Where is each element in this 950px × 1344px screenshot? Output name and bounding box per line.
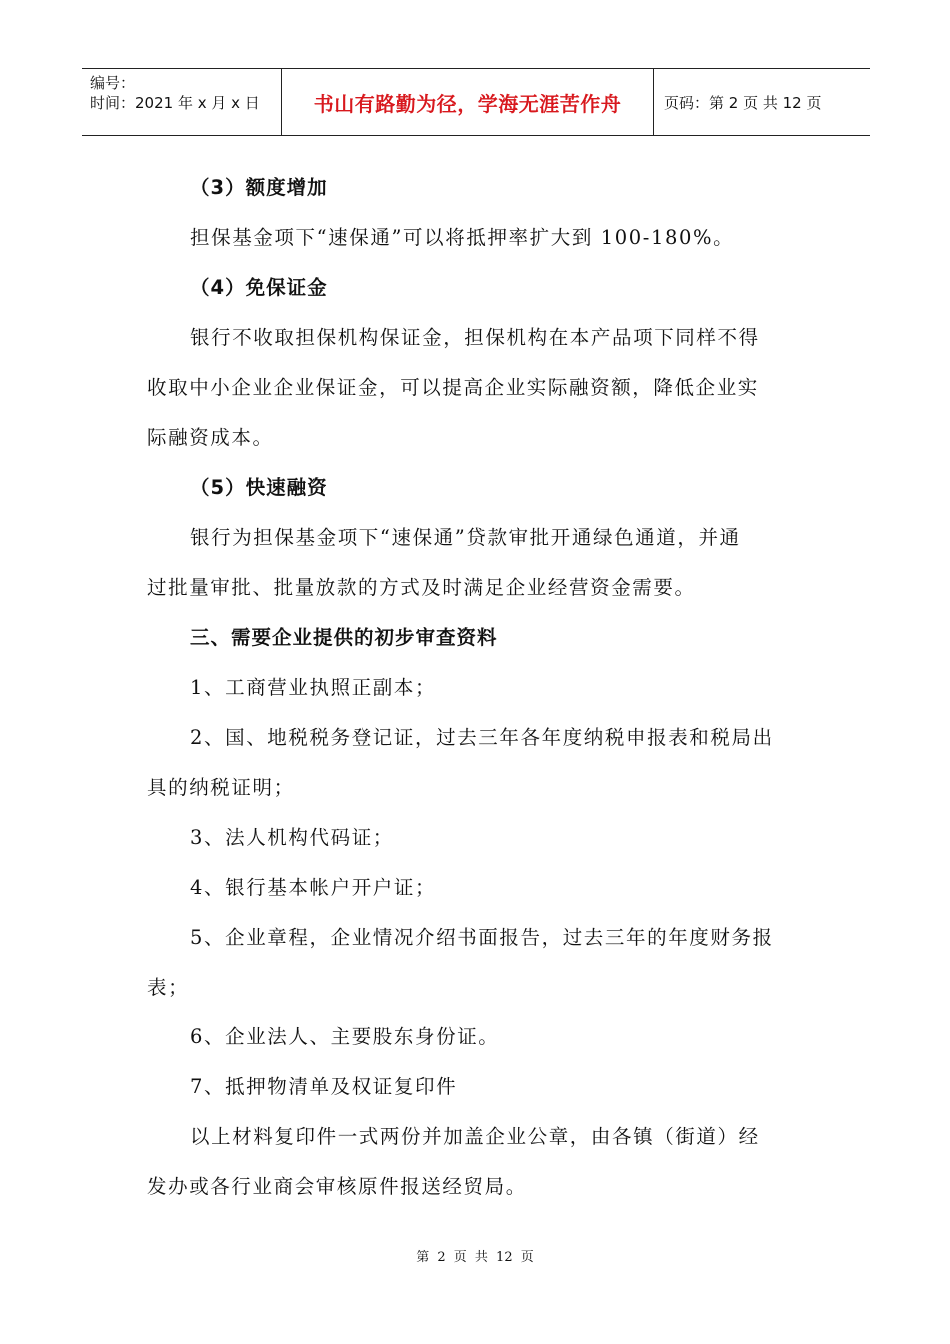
paragraph-line: 际融资成本。	[147, 426, 274, 449]
document-number: 编号：	[90, 74, 136, 92]
list-item: 2、国、地税税务登记证，过去三年各年度纳税申报表和税局出	[190, 726, 774, 749]
page-footer: 第 2 页 共 12 页	[416, 1250, 534, 1265]
header-motto-cell	[282, 68, 654, 136]
paragraph-line: 银行不收取担保机构保证金，担保机构在本产品项下同样不得	[190, 326, 760, 349]
list-item-continuation: 具的纳税证明；	[147, 776, 295, 799]
paragraph-line: 以上材料复印件一式两份并加盖企业公章，由各镇（街道）经	[190, 1125, 760, 1148]
section-heading: （5）快速融资	[190, 476, 328, 499]
list-item: 4、银行基本帐户开户证；	[190, 876, 437, 899]
paragraph-line: 过批量审批、批量放款的方式及时满足企业经营资金需要。	[147, 576, 696, 599]
list-item-continuation: 表；	[147, 976, 190, 999]
list-item: 7、抵押物清单及权证复印件	[190, 1075, 458, 1098]
document-date: 时间：2021 年 x 月 x 日	[90, 94, 260, 112]
header-meta-cell	[82, 68, 282, 136]
list-item: 1、工商营业执照正副本；	[190, 676, 437, 699]
header-page-number: 页码：第 2 页 共 12 页	[664, 93, 822, 112]
chapter-heading: 三、需要企业提供的初步审查资料	[190, 626, 498, 649]
paragraph-line: 发办或各行业商会审核原件报送经贸局。	[147, 1175, 527, 1198]
paragraph-line: 担保基金项下“速保通”可以将抵押率扩大到 100-180%。	[190, 226, 735, 249]
list-item: 3、法人机构代码证；	[190, 826, 394, 849]
section-heading: （3）额度增加	[190, 176, 328, 199]
list-item: 6、企业法人、主要股东身份证。	[190, 1025, 500, 1048]
paragraph-line: 收取中小企业企业保证金，可以提高企业实际融资额，降低企业实	[147, 376, 759, 399]
header-motto: 书山有路勤为径，学海无涯苦作舟	[313, 91, 622, 116]
header-page-cell	[654, 68, 870, 136]
section-heading: （4）免保证金	[190, 276, 328, 299]
paragraph-line: 银行为担保基金项下“速保通”贷款审批开通绿色通道，并通	[190, 526, 741, 549]
list-item: 5、企业章程，企业情况介绍书面报告，过去三年的年度财务报	[190, 926, 774, 949]
